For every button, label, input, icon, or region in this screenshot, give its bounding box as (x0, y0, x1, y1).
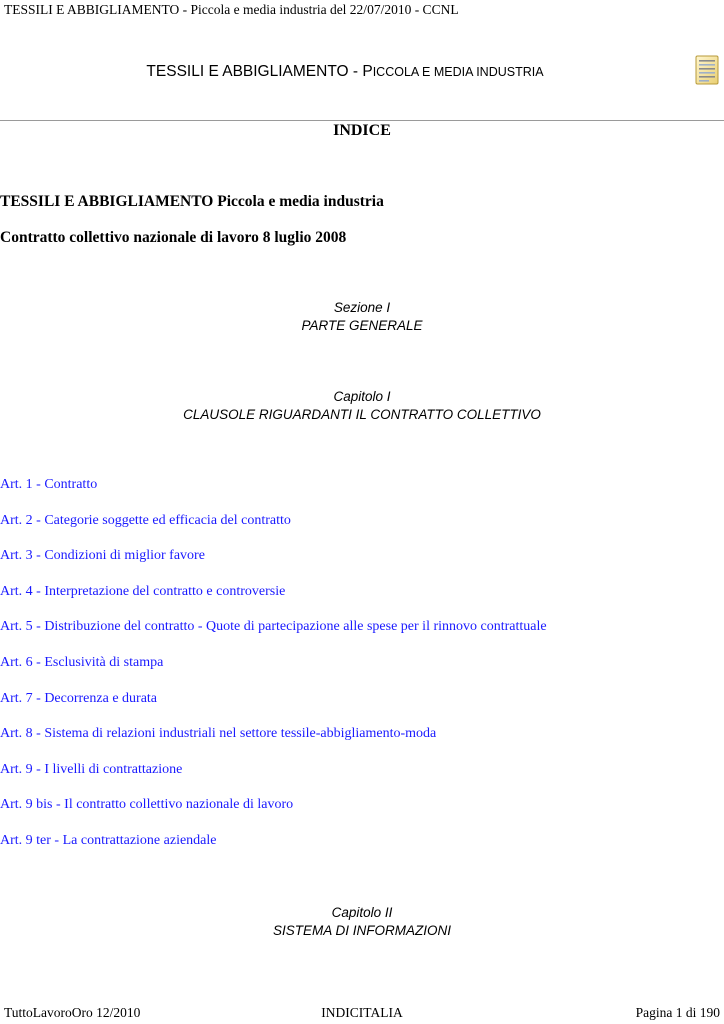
footer-left: TuttoLavoroOro 12/2010 (4, 1005, 141, 1020)
footer-center: INDICITALIA (321, 1005, 403, 1020)
contract-title: Contratto collettivo nazionale di lavoro 8 luglio 2008 (0, 229, 347, 246)
chapter-title: CLAUSOLE RIGUARDANTI IL CONTRATTO COLLETTIVO (183, 407, 541, 422)
section-label: Sezione I (333, 300, 391, 315)
toc-item (0, 691, 547, 727)
chapter-label: Capitolo II (331, 905, 393, 920)
header-divider (0, 120, 724, 121)
toc-item (0, 619, 547, 655)
toc-link-art-9[interactable]: Art. 9 - I livelli di contrattazione (0, 761, 183, 777)
footer-page-number: Pagina 1 di 190 (635, 1005, 720, 1020)
document-icon[interactable] (695, 55, 719, 85)
toc-link-art-2[interactable]: Art. 2 - Categorie soggette ed efficacia del contratto (0, 512, 291, 528)
toc-link-art-9-bis[interactable]: Art. 9 bis - Il contratto collettivo nazionale di lavoro (0, 797, 294, 813)
toc-link-art-7[interactable]: Art. 7 - Decorrenza e durata (0, 690, 158, 706)
toc-item (0, 726, 547, 762)
toc-item (0, 797, 547, 833)
toc-link-art-3[interactable]: Art. 3 - Condizioni di miglior favore (0, 548, 205, 564)
toc-item (0, 833, 547, 869)
toc-link-art-8[interactable]: Art. 8 - Sistema di relazioni industriali nel settore tessile-abbigliamento-moda (0, 726, 437, 742)
document-title-part1: TESSILI E ABBIGLIAMENTO - P (146, 63, 373, 80)
chapter-heading-2 (0, 904, 724, 940)
section-title: PARTE GENERALE (301, 318, 423, 333)
chapter-title: SISTEMA DI INFORMAZIONI (272, 923, 451, 938)
chapter-heading (0, 388, 724, 424)
chapter-label: Capitolo I (333, 389, 391, 404)
index-heading: INDICE (333, 122, 391, 139)
toc-link-art-9-ter[interactable]: Art. 9 ter - La contrattazione aziendale (0, 832, 217, 848)
main-title: TESSILI E ABBIGLIAMENTO Piccola e media industria (0, 193, 384, 210)
toc-item (0, 477, 547, 513)
toc-link-art-5[interactable]: Art. 5 - Distribuzione del contratto - Quote di partecipazione alle spese per il rinnovo contrattuale (0, 619, 547, 635)
toc-link-art-4[interactable]: Art. 4 - Interpretazione del contratto e controversie (0, 583, 286, 599)
toc-link-art-1[interactable]: Art. 1 - Contratto (0, 477, 98, 492)
section-heading (0, 299, 724, 335)
toc-item (0, 655, 547, 691)
toc-item (0, 762, 547, 798)
toc-item (0, 513, 547, 549)
toc-item (0, 584, 547, 620)
toc-item (0, 548, 547, 584)
document-title-part2: ICCOLA E MEDIA INDUSTRIA (372, 65, 544, 79)
toc-link-art-6[interactable]: Art. 6 - Esclusività di stampa (0, 654, 164, 670)
running-header: TESSILI E ABBIGLIAMENTO - Piccola e media industria del 22/07/2010 - CCNL (4, 2, 459, 17)
document-title (0, 63, 690, 81)
table-of-contents (0, 477, 547, 869)
